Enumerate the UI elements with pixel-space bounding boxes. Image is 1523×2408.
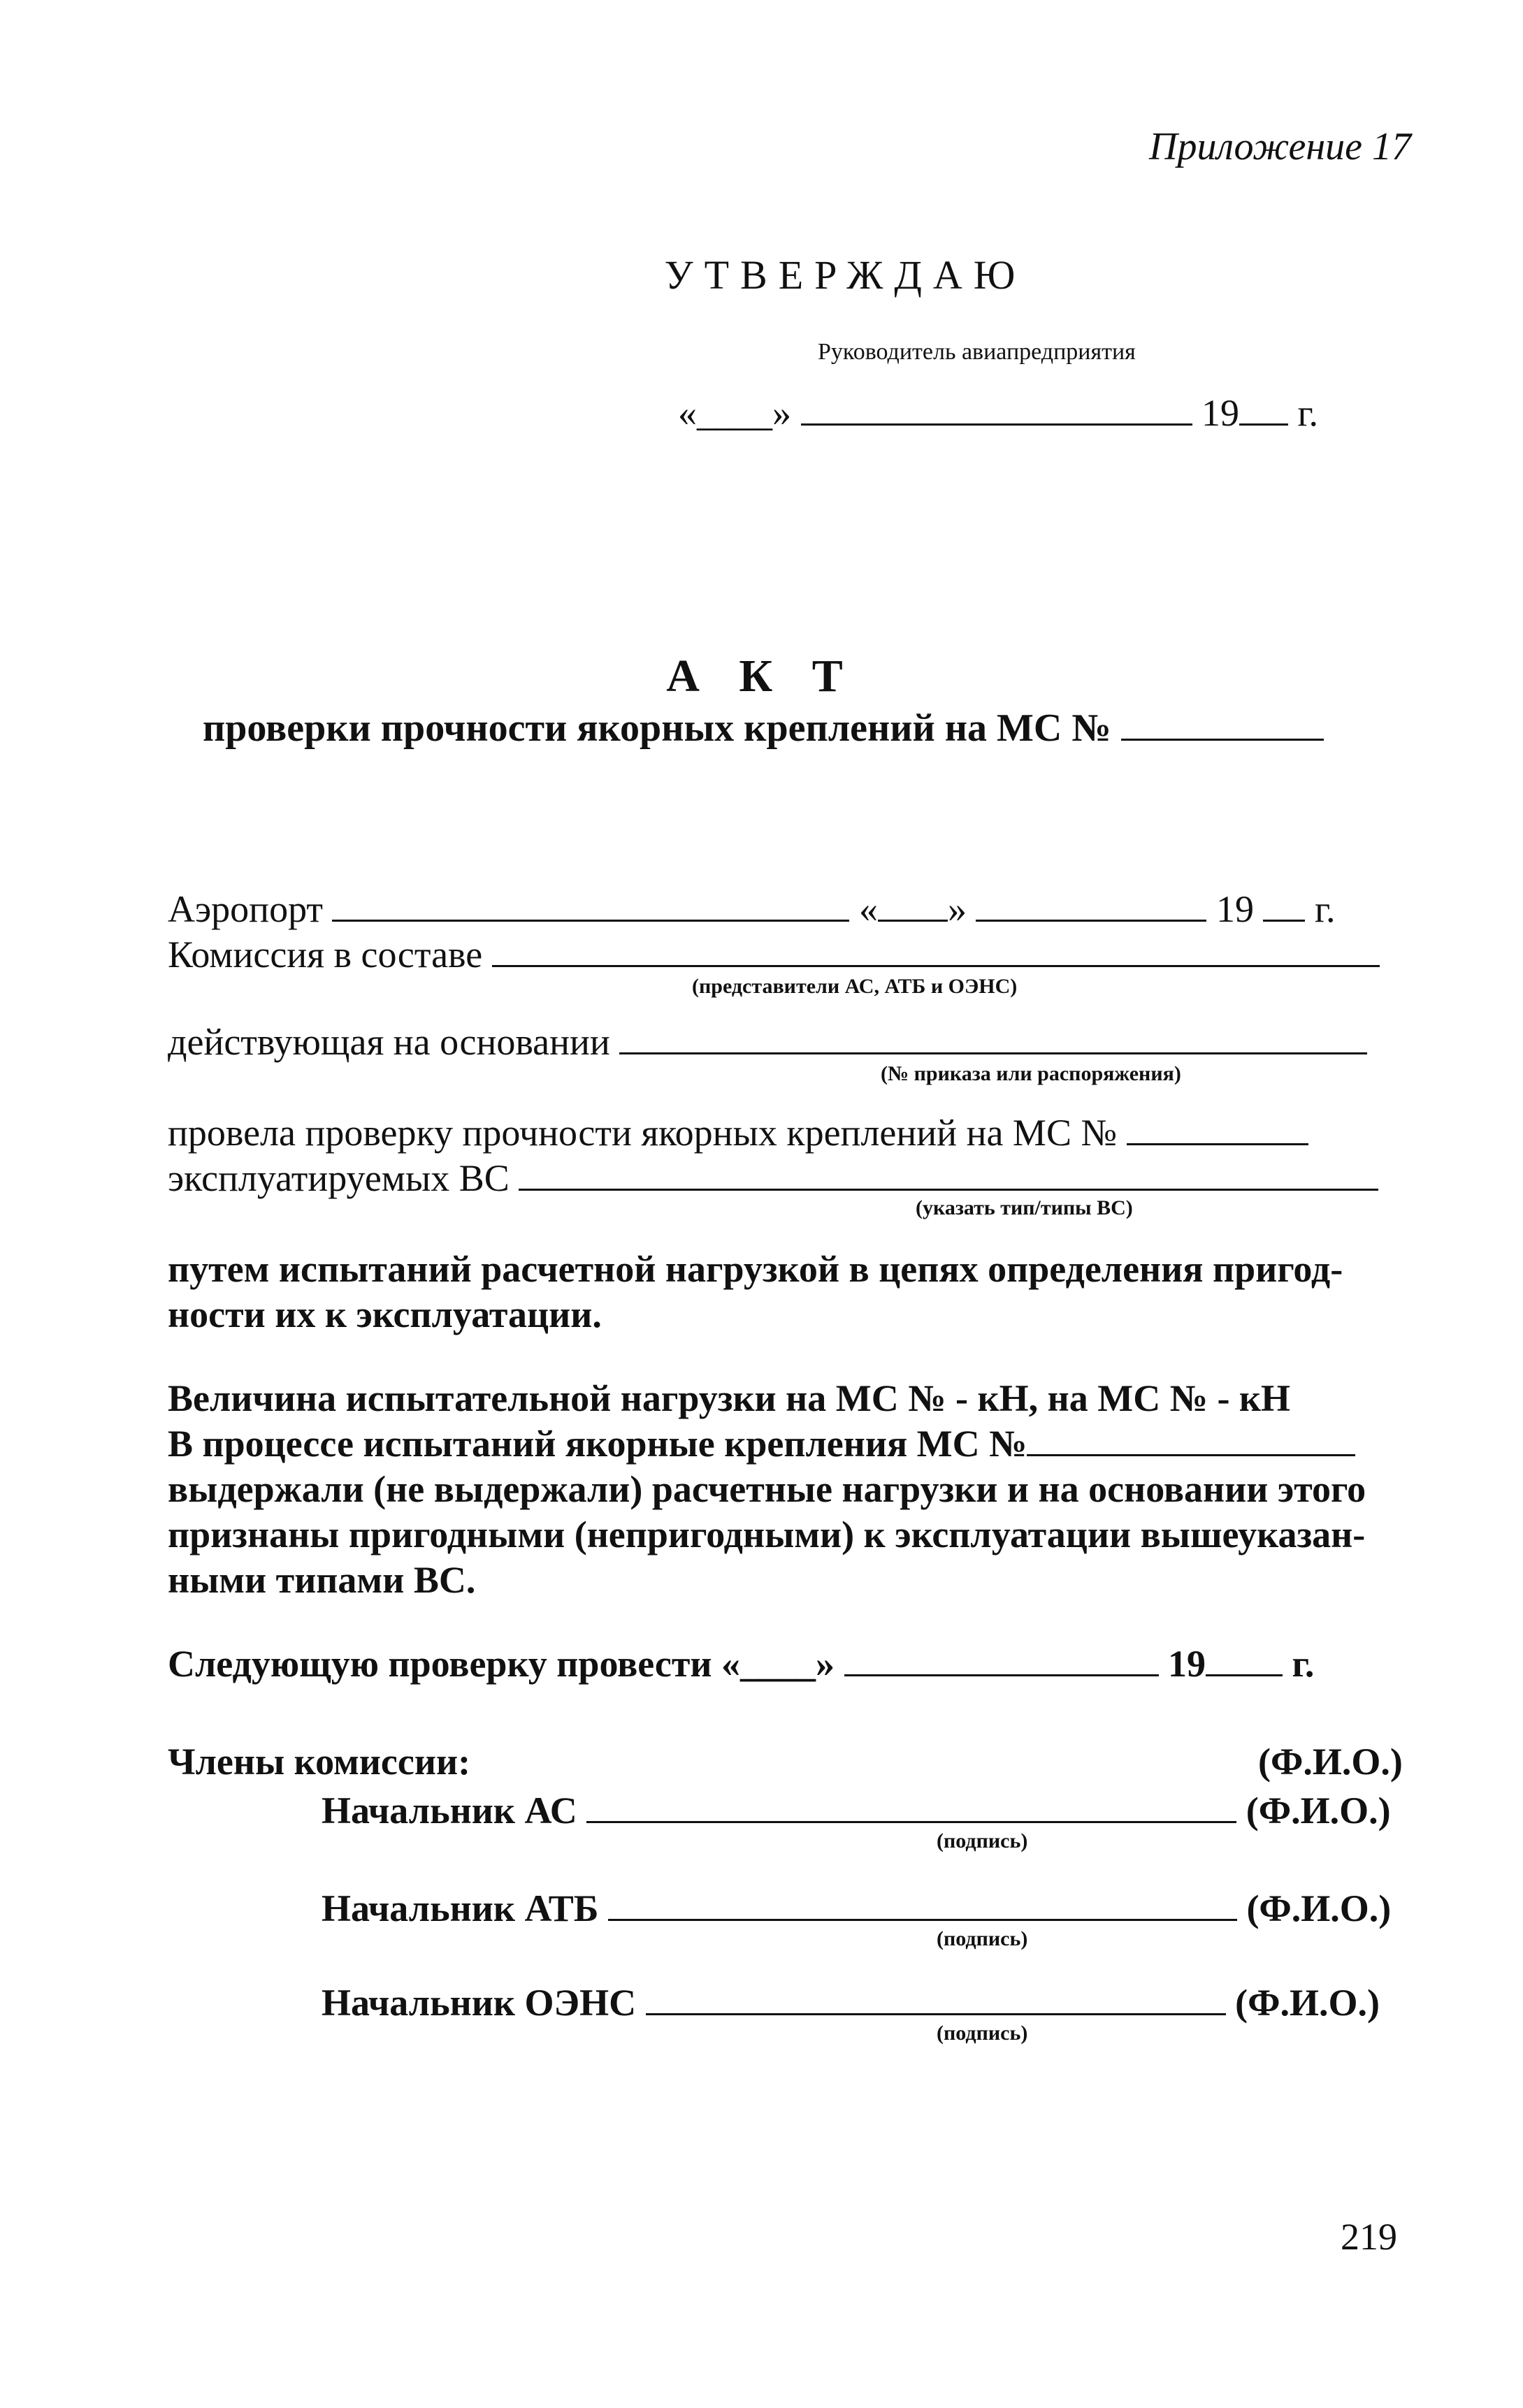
aircraft-caption: (указать тип/типы ВС) (916, 1196, 1133, 1219)
next-check-suffix: г. (1292, 1643, 1315, 1685)
signature-blank (646, 1985, 1226, 2015)
airport-date-close: » (947, 888, 967, 930)
aircraft-line (168, 1156, 1378, 1200)
airport-day-blank (878, 892, 948, 922)
doc-subtitle-blank (1121, 711, 1324, 741)
commission-caption: (представители АС, АТБ и ОЭНС) (692, 975, 1018, 998)
next-check-year-blank (1206, 1646, 1283, 1676)
approve-date-line (678, 391, 1318, 435)
approve-date-day: «____» (678, 392, 791, 434)
process-text: В процессе испытаний якорные крепления МС № (168, 1423, 1027, 1465)
commission-label: Комиссия в составе (168, 934, 483, 975)
next-check-blank (844, 1646, 1159, 1676)
page-number: 219 (1341, 2216, 1397, 2258)
member-fio: (Ф.И.О.) (1246, 1790, 1391, 1832)
signature-caption: (подпись) (937, 2022, 1028, 2045)
next-check-year: 19 (1168, 1643, 1206, 1685)
member-row-atb (322, 1887, 1391, 1930)
member-fio: (Ф.И.О.) (1246, 1887, 1392, 1929)
check-line (168, 1111, 1308, 1154)
next-check-line (168, 1642, 1314, 1685)
basis-label: действующая на основании (168, 1021, 610, 1063)
signature-blank (608, 1891, 1237, 1921)
doc-subtitle-text: проверки прочности якорных креплений на МС № (203, 706, 1111, 750)
airport-year: 19 (1215, 888, 1254, 930)
member-role: Начальник ОЭНС (322, 1982, 637, 2024)
commission-blank (492, 937, 1380, 967)
airport-label: Аэропорт (168, 888, 323, 930)
approve-role: Руководитель авиапредприятия (818, 339, 1136, 365)
result-line-3: ными типами ВС. (168, 1559, 476, 1601)
airport-date-open: « (858, 888, 878, 930)
check-text: провела проверку прочности якорных креплений на МС № (168, 1112, 1117, 1154)
commission-line (168, 933, 1380, 976)
member-fio: (Ф.И.О.) (1235, 1982, 1380, 2024)
airport-year-blank (1263, 892, 1305, 922)
approve-year-blank (1239, 396, 1288, 426)
signature-caption: (подпись) (937, 1927, 1028, 1950)
doc-subtitle (203, 706, 1324, 750)
check-blank (1127, 1115, 1308, 1145)
approve-title: УТВЕРЖДАЮ (664, 252, 1027, 298)
airport-line (168, 887, 1336, 931)
process-line (168, 1422, 1355, 1465)
load-line: Величина испытательной нагрузки на МС № - кН, на МС № - кН (168, 1377, 1291, 1419)
member-role: Начальник АТБ (322, 1887, 599, 1929)
basis-blank (619, 1024, 1367, 1054)
signature-caption: (подпись) (937, 1829, 1028, 1852)
next-check-label: Следующую проверку провести «____» (168, 1643, 835, 1685)
airport-blank (332, 892, 849, 922)
method-line-2: ности их к эксплуатации. (168, 1293, 602, 1335)
result-line-2: признаны пригодными (непригодными) к эксплуатации вышеуказан- (168, 1514, 1366, 1555)
members-heading: Члены комиссии: (168, 1741, 471, 1783)
member-role: Начальник АС (322, 1790, 577, 1832)
aircraft-blank (519, 1161, 1378, 1191)
approve-date-suffix: г. (1297, 392, 1319, 434)
signature-blank (586, 1793, 1236, 1823)
result-line-1: выдержали (не выдержали) расчетные нагрузки и на основании этого (168, 1468, 1366, 1510)
basis-line (168, 1020, 1367, 1064)
airport-year-suffix: г. (1314, 888, 1336, 930)
basis-caption: (№ приказа или распоряжения) (881, 1062, 1181, 1085)
doc-title: А К Т (666, 651, 857, 702)
airport-month-blank (976, 892, 1206, 922)
approve-date-year: 19 (1201, 392, 1239, 434)
process-blank (1027, 1426, 1355, 1456)
member-row-oens (322, 1981, 1380, 2024)
approve-date-blank (801, 396, 1192, 426)
aircraft-label: эксплуатируемых ВС (168, 1157, 510, 1199)
member-row-ac (322, 1789, 1391, 1832)
members-heading-fio: (Ф.И.О.) (1258, 1741, 1403, 1783)
appendix-label: Приложение 17 (1149, 125, 1411, 168)
method-line-1: путем испытаний расчетной нагрузкой в цепях определения пригод- (168, 1248, 1343, 1290)
